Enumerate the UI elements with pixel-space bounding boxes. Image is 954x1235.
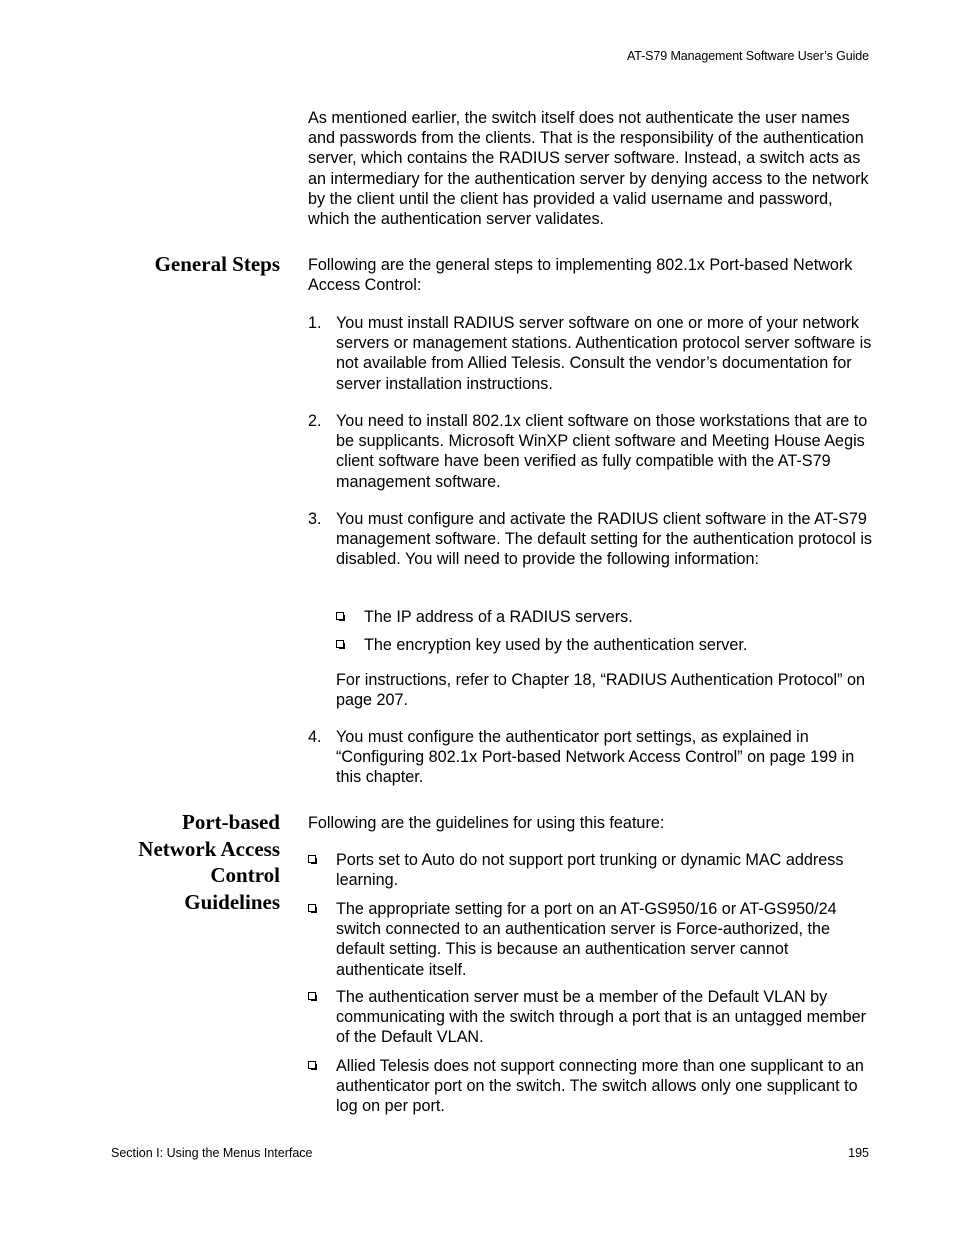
step-text: You need to install 802.1x client software on those workstations that are to be supplicants. Microsoft WinXP client software and Meeting House Aegis client software have been verified as fully compatible with the AT-S79 management software. [336,412,868,491]
checkbox-bullet-icon [336,612,344,620]
step-3-note-text: For instructions, refer to Chapter 18, “RADIUS Authentication Protocol” on page 207. [336,671,866,710]
step-number: 1. [308,314,322,332]
step-3-bullet [336,635,876,655]
step-3 [308,509,874,570]
guideline-text: Allied Telesis does not support connecting more than one supplicant to an authenticator port on the switch. The switch allows only one supplicant to log on per port. [336,1057,864,1116]
checkbox-bullet-icon [308,855,316,863]
guideline-item [308,899,874,980]
step-2 [308,411,874,492]
checkbox-bullet-icon [308,904,316,912]
checkbox-bullet-icon [308,1061,316,1069]
checkbox-bullet-icon [308,992,316,1000]
page-number: 195 [848,1146,869,1160]
guideline-text: The authentication server must be a member of the Default VLAN by communicating with the switch through a port that is an untagged member of the Default VLAN. [336,988,866,1047]
guideline-text: The appropriate setting for a port on an AT-GS950/16 or AT-GS950/24 switch connected to an authentication server is Force-authorized, the default setting. This is because an authentication server cannot authenticate itself. [336,900,837,979]
step-number: 3. [308,510,322,528]
heading-line: Control [210,863,280,887]
heading-line: Port-based [182,810,280,834]
guidelines-intro [308,813,874,833]
guidelines-heading [138,809,280,915]
step-3-note [336,670,876,710]
step-text: You must configure the authenticator port settings, as explained in “Configuring 802.1x Port-based Network Access Control” on page 199 in this chapter. [336,728,855,787]
general-steps-heading: General Steps [154,252,280,276]
footer-section: Section I: Using the Menus Interface [111,1146,313,1160]
step-4 [308,727,874,788]
step-number: 2. [308,412,322,430]
running-header: AT-S79 Management Software User’s Guide [626,49,869,63]
general-steps-intro-text: Following are the general steps to implementing 802.1x Port-based Network Access Control: [308,256,853,295]
heading-line: Network Access [138,836,280,861]
step-number: 4. [308,728,322,746]
guideline-item [308,1056,874,1117]
heading-line: Guidelines [184,889,280,914]
intro-paragraph [308,108,874,229]
bullet-text: The encryption key used by the authentication server. [364,636,748,654]
step-1 [308,313,874,394]
guidelines-intro-text: Following are the guidelines for using this feature: [308,814,665,832]
step-3-bullet [336,607,876,627]
checkbox-bullet-icon [336,640,344,648]
bullet-text: The IP address of a RADIUS servers. [364,608,633,626]
guideline-item [308,987,874,1048]
guideline-text: Ports set to Auto do not support port trunking or dynamic MAC address learning. [336,851,844,890]
guideline-item [308,850,874,890]
step-text: You must install RADIUS server software on one or more of your network servers or management stations. Authentication protocol server software is not available from Allied Telesis. Consult the vendor’s documentation for server installation instructions. [336,314,872,393]
step-text: You must configure and activate the RADIUS client software in the AT-S79 management software. The default setting for the authentication protocol is disabled. You will need to provide the following information: [336,510,873,569]
general-steps-intro [308,255,874,295]
intro-text: As mentioned earlier, the switch itself does not authenticate the user names and passwords from the clients. That is the responsibility of the authentication server, which contains the RADIUS server software. Instead, a switch acts as an intermediary for the authentication server by denying access to the network by the client until the client has provided a valid username and password, which the authentication server validates. [308,109,869,229]
